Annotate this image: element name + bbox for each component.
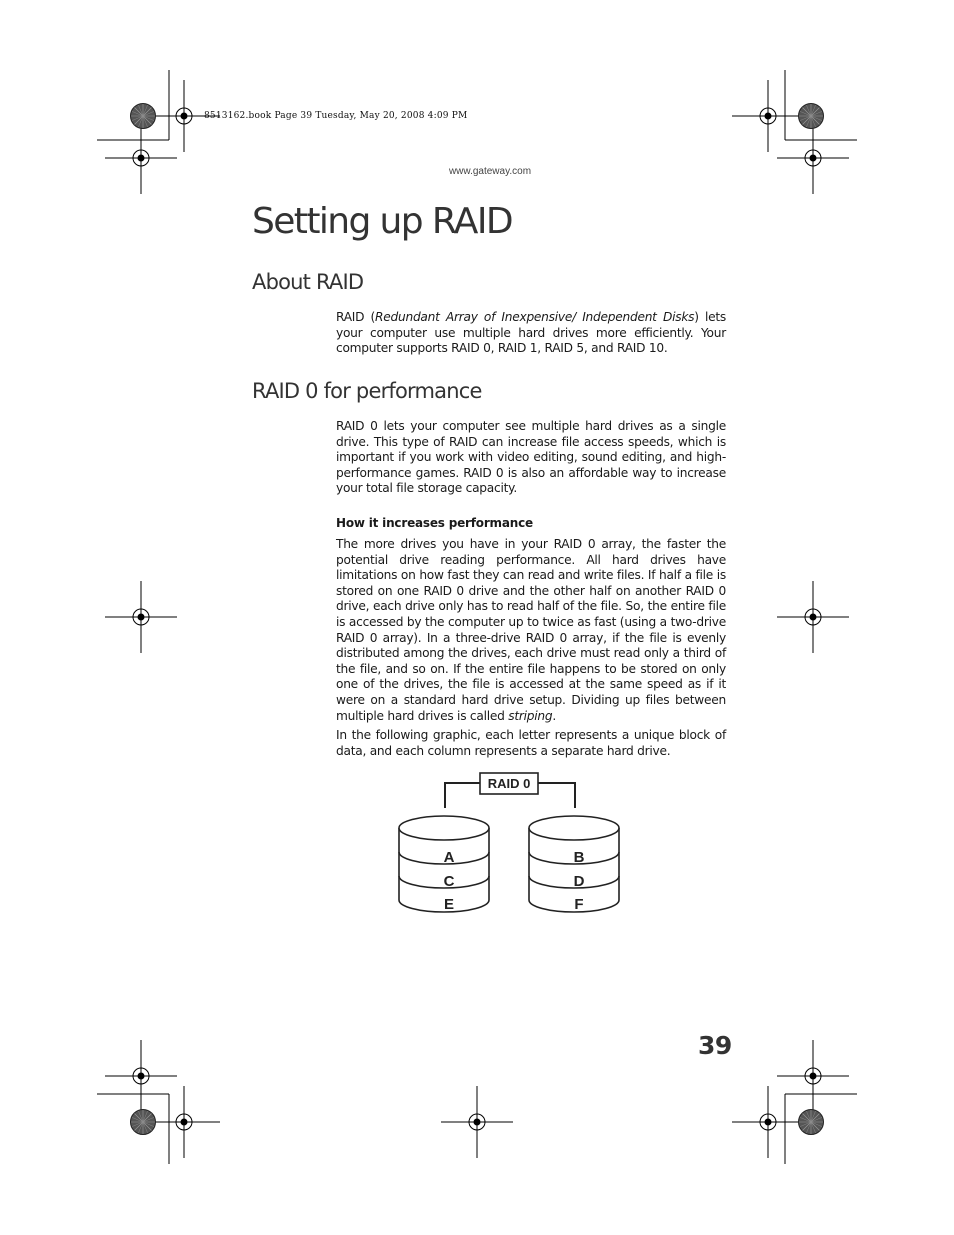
- block-label: D: [573, 873, 585, 890]
- block-label: B: [573, 849, 585, 866]
- page-title: Setting up RAID: [252, 201, 512, 242]
- performance-paragraph: The more drives you have in your RAID 0 array, the faster the potential drive reading performance. All hard drives have limitations on how fast they can read and write files. If half a file is stored on one RAID 0 drive and the other half on another RAID 0 drive, each drive only has to read half of the file. So, the entire file is accessed by the computer up to twice as fast (using a two-drive RAID 0 array). In a three-drive RAID 0 array, if the file is evenly distributed among the drives, each drive must read only a third of the file, and so on. If the entire file happens to be stored on only one of the drives, the file is accessed at the same speed as if it were on a standard hard drive setup. Dividing up files between multiple hard drives is called striping.: [336, 537, 726, 723]
- hard-drive-1: [399, 816, 489, 913]
- graphic-explanation-paragraph: In the following graphic, each letter represents a unique block of data, and each column represents a separate hard drive.: [336, 728, 726, 758]
- block-label: E: [443, 896, 455, 913]
- raid0-intro-paragraph: RAID 0 lets your computer see multiple hard drives as a single drive. This type of RAID can increase file access speeds, which is important if you work with video editing, sound editing, and high-performance games. RAID 0 is also an affordable way to increase your total file storage capacity.: [336, 419, 726, 496]
- website-url: www.gateway.com: [448, 166, 532, 177]
- about-raid-heading: About RAID: [252, 270, 364, 294]
- block-label: F: [574, 896, 584, 913]
- hard-drive-2: [529, 816, 619, 913]
- raid0-heading: RAID 0 for performance: [252, 379, 482, 403]
- page-number: 39: [698, 1031, 732, 1060]
- block-label: A: [443, 849, 455, 866]
- performance-subheading: How it increases performance: [336, 516, 533, 530]
- about-raid-paragraph: RAID (Redundant Array of Inexpensive/ Independent Disks) lets your computer use multiple hard drives more efficiently. Your computer supports RAID 0, RAID 1, RAID 5, and RAID 10.: [336, 310, 726, 356]
- print-slug: 8513162.book Page 39 Tuesday, May 20, 2008 4:09 PM: [204, 111, 468, 121]
- block-label: C: [443, 873, 455, 890]
- raid0-label: RAID 0: [487, 776, 531, 791]
